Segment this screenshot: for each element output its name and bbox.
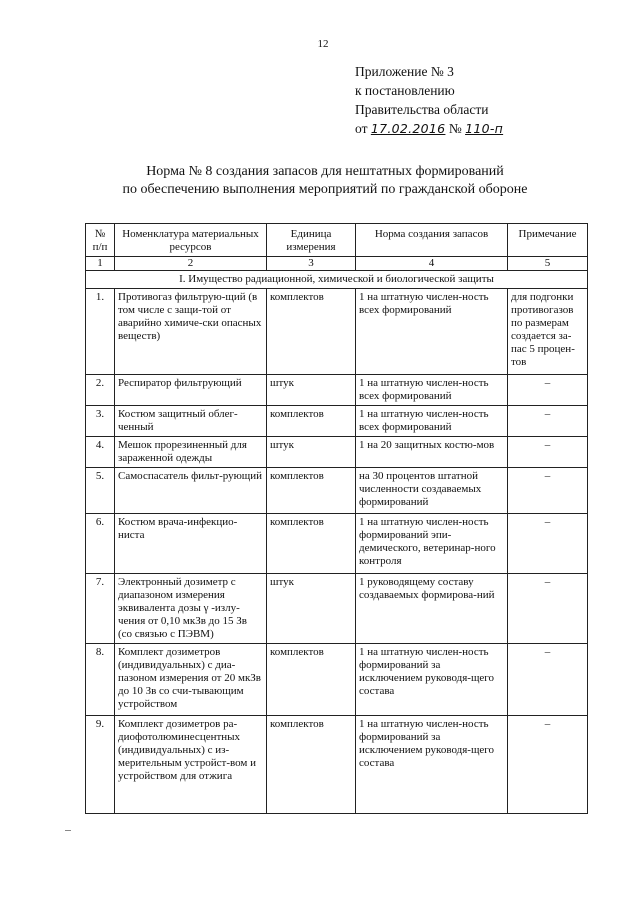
row-number: 8.: [86, 644, 115, 716]
column-number: 2: [115, 257, 267, 271]
row-norm: 1 на штатную числен-ность всех формирований: [356, 289, 508, 375]
table-row: [86, 514, 588, 574]
row-unit: комплектов: [267, 468, 356, 514]
row-unit: штук: [267, 574, 356, 644]
row-note: для подгонки противогазов по размерам создается за-пас 5 процен-тов: [508, 289, 588, 375]
header-num: № п/п: [86, 224, 115, 257]
row-unit: комплектов: [267, 716, 356, 814]
row-number: 4.: [86, 437, 115, 468]
row-note: –: [508, 574, 588, 644]
appendix-line-3: Правительства области: [355, 102, 489, 117]
row-number: 2.: [86, 375, 115, 406]
header-note: Примечание: [508, 224, 588, 257]
row-norm: на 30 процентов штатной численности создаваемых формирований: [356, 468, 508, 514]
scan-artifact: [65, 830, 71, 831]
row-norm: 1 на штатную числен-ность формирований эпи-демического, ветеринар-ного контроля: [356, 514, 508, 574]
table-row: [86, 468, 588, 514]
table-row: [86, 574, 588, 644]
header-norm: Норма создания запасов: [356, 224, 508, 257]
section-title-row: [86, 271, 588, 289]
appendix-date-line: [355, 119, 595, 138]
row-norm: 1 на штатную числен-ность формирований за исключением руководя-щего состава: [356, 716, 508, 814]
row-number: 9.: [86, 716, 115, 814]
page-number: 12: [317, 38, 329, 50]
column-number: 1: [86, 257, 115, 271]
appendix-line-1: Приложение № 3: [355, 64, 454, 79]
row-number: 6.: [86, 514, 115, 574]
row-unit: штук: [267, 375, 356, 406]
row-norm: 1 на штатную числен-ность всех формирований: [356, 406, 508, 437]
row-note: –: [508, 375, 588, 406]
row-number: 7.: [86, 574, 115, 644]
table-row: [86, 716, 588, 814]
row-resource-name: Самоспасатель фильт-рующий: [115, 468, 267, 514]
appendix-date: 17.02.2016: [370, 121, 446, 136]
row-number: 5.: [86, 468, 115, 514]
row-norm: 1 на штатную числен-ность всех формирований: [356, 375, 508, 406]
appendix-from-label: от: [355, 121, 368, 136]
row-unit: комплектов: [267, 514, 356, 574]
appendix-header: [355, 62, 595, 138]
row-norm: 1 на штатную числен-ность формирований за исключением руководя-щего состава: [356, 644, 508, 716]
row-norm: 1 на 20 защитных костю-мов: [356, 437, 508, 468]
row-resource-name: Комплект дозиметров (индивидуальных) с диа-пазоном измерения от 20 мкЗв до 10 Зв со счи-тывающим устройством: [115, 644, 267, 716]
column-number-row: [86, 257, 588, 271]
row-resource-name: Костюм врача-инфекцио-ниста: [115, 514, 267, 574]
row-number: 3.: [86, 406, 115, 437]
row-note: –: [508, 437, 588, 468]
column-number: 3: [267, 257, 356, 271]
header-unit: Единица измерения: [267, 224, 356, 257]
row-norm: 1 руководящему составу создаваемых формирова-ний: [356, 574, 508, 644]
row-note: –: [508, 644, 588, 716]
table-row: [86, 406, 588, 437]
row-unit: комплектов: [267, 644, 356, 716]
row-unit: штук: [267, 437, 356, 468]
row-resource-name: Мешок прорезиненный для зараженной одежды: [115, 437, 267, 468]
row-resource-name: Комплект дозиметров ра-диофотолюминесцентных (индивидуальных) с из-мерительным устройст-вом и устройством для отжига: [115, 716, 267, 814]
table-row: [86, 375, 588, 406]
row-resource-name: Противогаз фильтрую-щий (в том числе с защи-той от аварийно химиче-ски опасных веществ): [115, 289, 267, 375]
header-name: Номенклатура материальных ресурсов: [115, 224, 267, 257]
row-resource-name: Электронный дозиметр с диапазоном измерения эквивалента дозы γ -излу-чения от 0,10 мкЗв до 15 Зв (со связью с ПЭВМ): [115, 574, 267, 644]
table-header-row: [86, 224, 588, 257]
table-row: [86, 644, 588, 716]
heading-line-1: Норма № 8 создания запасов для нештатных формирований: [146, 164, 504, 179]
appendix-line-2: к постановлению: [355, 83, 455, 98]
norm-table: [85, 223, 588, 814]
row-number: 1.: [86, 289, 115, 375]
document-heading: [80, 163, 570, 199]
table-row: [86, 437, 588, 468]
row-resource-name: Респиратор фильтрующий: [115, 375, 267, 406]
row-note: –: [508, 406, 588, 437]
row-note: –: [508, 514, 588, 574]
column-number: 5: [508, 257, 588, 271]
heading-line-2: по обеспечению выполнения мероприятий по гражданской обороне: [122, 182, 528, 197]
row-resource-name: Костюм защитный облег-ченный: [115, 406, 267, 437]
appendix-number-sign: №: [448, 121, 462, 136]
table-row: [86, 289, 588, 375]
row-note: –: [508, 716, 588, 814]
row-note: –: [508, 468, 588, 514]
row-unit: комплектов: [267, 406, 356, 437]
section-title: I. Имущество радиационной, химической и биологической защиты: [86, 271, 588, 289]
appendix-number: 110-п: [465, 121, 504, 136]
column-number: 4: [356, 257, 508, 271]
row-unit: комплектов: [267, 289, 356, 375]
